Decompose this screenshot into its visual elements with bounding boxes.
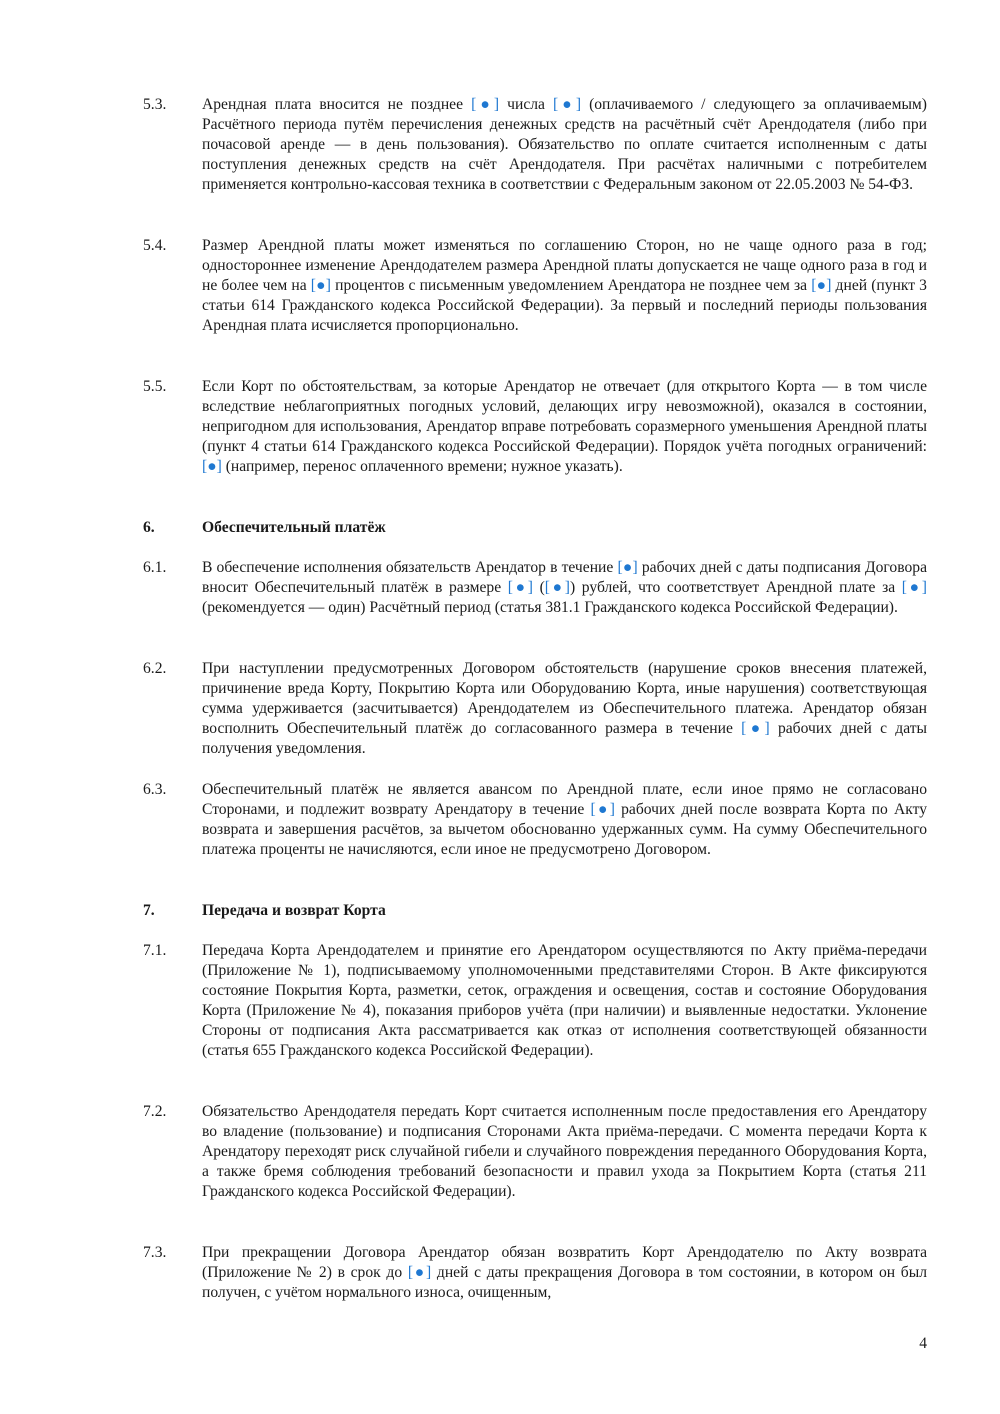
placeholder-field: [●] <box>811 277 832 295</box>
text-run: Передача и возврат Корта <box>202 902 386 919</box>
text-run: ( <box>532 579 545 597</box>
placeholder-field: [●] <box>202 458 222 476</box>
text-run: (например, перенос оплаченного времени; нужное указать). <box>221 458 623 476</box>
text-run: При прекращении Договора Арендатор обязан возвратить Корт Арендодателю по Акту возврата (Приложение № 2) в срок до <box>202 1244 927 1282</box>
clause-number: 7.2. <box>143 1103 167 1120</box>
placeholder-field: [●] <box>590 801 615 819</box>
clause-number: 7.3. <box>143 1244 167 1261</box>
clause-text <box>202 1102 927 1202</box>
placeholder-field: [●] <box>552 96 582 113</box>
text-run: Передача Корта Арендодателем и принятие его Арендатором осуществляются по Акту приёма-передачи (Приложение № 1), подписываемому уполномоченными представителями Сторон. В Акте фиксируются состояние Покрытия Корта, разметки, сеток, ограждения и освещения, состав и состояние Оборудования Корта (Приложение № 4), показания приборов учёта (при наличии) и выявленные недостатки. Уклонение Стороны от подписания Акта рассматривается как отказ от исполнения соответствующей обязанности (статья 655 Гражданского кодекса Российской Федерации). <box>202 942 927 1060</box>
clause-text <box>202 95 927 195</box>
text-run: В обеспечение исполнения обязательств Арендатор в течение <box>202 559 618 576</box>
placeholder-field: [●] <box>544 579 570 597</box>
placeholder-field: [●] <box>407 1264 432 1282</box>
text-run: процентов с письменным уведомлением Арендатора не позднее чем за <box>331 277 812 295</box>
section-number: 7. <box>143 902 155 919</box>
text-run: Арендная плата вносится не позднее <box>202 96 472 113</box>
clause-text <box>202 659 927 759</box>
clause-text <box>202 941 927 1062</box>
section-number: 6. <box>143 519 155 536</box>
placeholder-field: [●] <box>617 559 638 576</box>
clause-number: 6.2. <box>143 660 167 677</box>
text-run: рабочих дней после возврата Корта по Акту возврата и завершения расчётов, за вычетом обоснованно удержанных сумм. На сумму Обеспечительного платежа проценты не начисляются, если иное не предусмотрено Договором. <box>202 801 927 859</box>
text-run: рабочих дней с даты получения уведомления. <box>202 720 928 758</box>
clause-number: 5.5. <box>143 378 167 395</box>
placeholder-field: [●] <box>741 720 770 738</box>
clause-number: 6.3. <box>143 781 167 798</box>
clause-number: 7.1. <box>143 942 167 959</box>
text-run: Обеспечительный платёж <box>202 519 386 536</box>
clause-number: 5.3. <box>143 96 167 113</box>
text-run: Обязательство Арендодателя передать Корт считается исполненным после предоставления его Арендатору во владение (пользование) и подписания Сторонами Акта приёма-передачи. С момента передачи Корта к Арендатору переходят риск случайной гибели и случайного повреждения переданного Оборудования Корта, а также бремя соблюдения требований безопасности и правил ухода за Покрытием Корта (статья 211 Гражданского кодекса Российской Федерации). <box>202 1103 927 1201</box>
placeholder-field: [●] <box>901 579 927 597</box>
clause-text <box>202 558 927 618</box>
text-run: дней с даты прекращения Договора в том состоянии, в котором он был получен, с учётом нормального износа, очищенным, <box>202 1264 927 1302</box>
section-title <box>202 518 927 538</box>
text-run: ) рублей, что соответствует Арендной плате за <box>570 579 902 597</box>
text-run: Размер Арендной платы может изменяться по соглашению Сторон, но не чаще одного раза в год; одностороннее изменение Арендодателем размера Арендной платы допускается не чаще одного раза в год и не более чем на <box>202 237 927 295</box>
text-run: числа <box>499 96 553 113</box>
section-title <box>202 901 927 921</box>
clause-text <box>202 236 927 336</box>
text-run: (рекомендуется — один) Расчётный период (статья 381.1 Гражданского кодекса Российской Федерации). <box>202 599 898 617</box>
placeholder-field: [●] <box>310 277 331 295</box>
text-run: Обеспечительный платёж не является авансом по Арендной плате, если иное прямо не согласовано Сторонами, и подлежит возврату Арендатору в течение <box>202 781 927 819</box>
clause-text <box>202 1243 927 1303</box>
page-number: 4 <box>919 1335 927 1352</box>
placeholder-field: [●] <box>507 579 533 597</box>
text-run: При наступлении предусмотренных Договором обстоятельств (нарушение сроков внесения платежей, причинение вреда Корту, Покрытию Корта или Оборудованию Корта, иные нарушения) соответствующая сумма удерживается (засчитывается) Арендодателем из Обеспечительного платежа. Арендатор обязан восполнить Обеспечительный платёж до согласованного размера в течение <box>202 660 927 738</box>
text-run: Если Корт по обстоятельствам, за которые Арендатор не отвечает (для открытого Корта — в том числе вследствие неблагоприятных погодных условий, делающих игру невозможной), оказался в состоянии, непригодном для использования, Арендатор вправе потребовать соразмерного уменьшения Арендной платы (пункт 4 статьи 614 Гражданского кодекса Российской Федерации). Порядок учёта погодных ограничений: <box>202 378 927 456</box>
text-run: (оплачиваемого / следующего за оплачиваемым) Расчётного периода путём перечисления денежных средств на расчётный счёт Арендодателя (либо при почасовой аренде — в день пользования). Обязательство по оплате считается исполненным с даты поступления денежных средств на счёт Арендодателя. При расчётах наличными с потребителем применяется контрольно-кассовая техника в соответствии с Федеральным законом от 22.05.2003 № 54-ФЗ. <box>202 96 927 194</box>
clause-text <box>202 780 927 860</box>
clause-number: 5.4. <box>143 237 167 254</box>
clause-number: 6.1. <box>143 559 167 576</box>
text-run: дней (пункт 3 статьи 614 Гражданского кодекса Российской Федерации). За первый и последний периоды пользования Арендная плата исчисляется пропорционально. <box>202 277 927 335</box>
text-run: рабочих дней с даты подписания Договора вносит Обеспечительный платёж в размере <box>202 559 927 597</box>
clause-text <box>202 377 927 477</box>
placeholder-field: [●] <box>471 96 500 113</box>
